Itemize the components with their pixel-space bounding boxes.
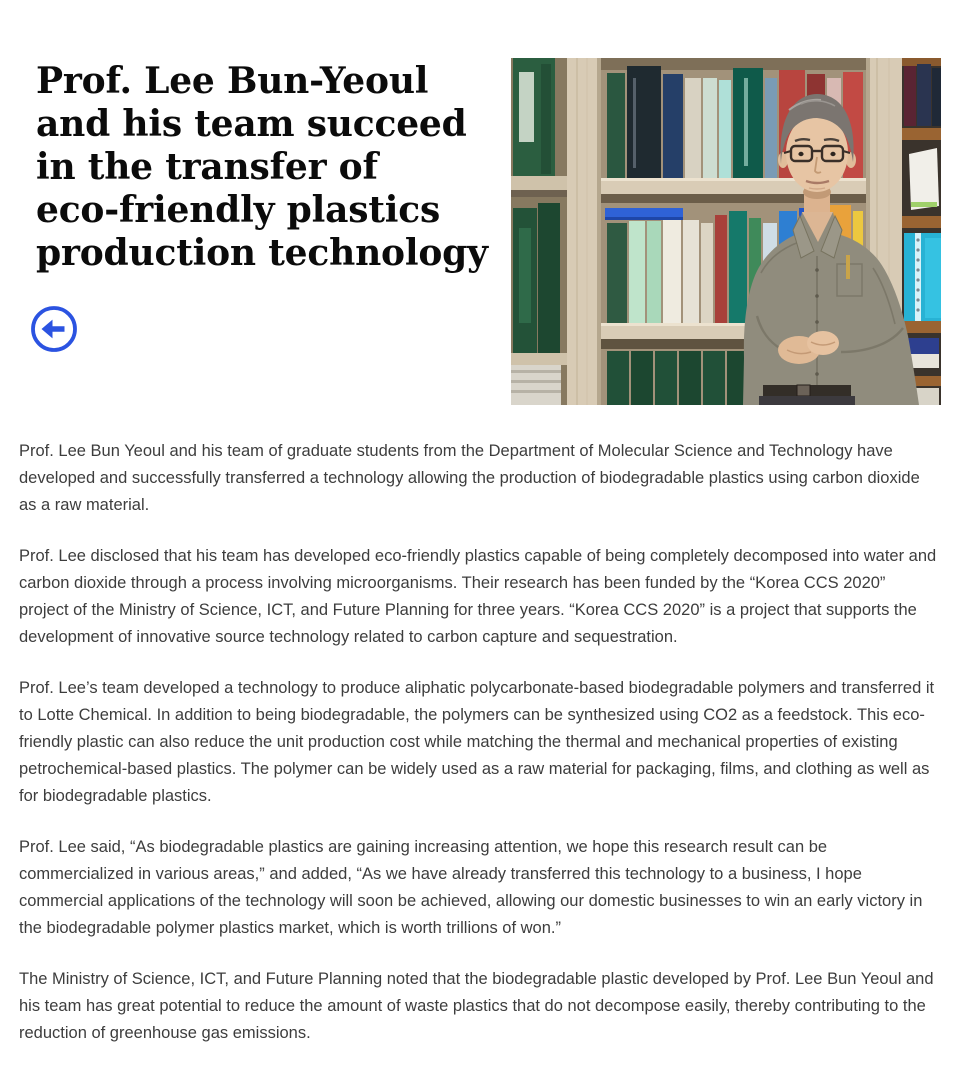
title-line: and his team succeed [36, 103, 467, 145]
article-header [0, 0, 960, 405]
article-paragraph: The Ministry of Science, ICT, and Future Planning noted that the biodegradable plastic developed by Prof. Lee Bun Yeoul and his team has great potential to reduce the amount of waste plastics that do not decompose easily, thereby contributing to the reduction of greenhouse gas emissions. [19, 970, 934, 1042]
article-paragraph: Prof. Lee’s team developed a technology to produce aliphatic polycarbonate-based biodegradable polymers and transferred it to Lotte Chemical. In addition to being biodegradable, the polymers can be synthesized using CO2 as a feedstock. This eco-friendly plastic can also reduce the unit production cost while matching the thermal and mechanical properties of existing petrochemical-based plastics. The polymer can be widely used as a raw material for packaging, films, and clothing as well as for biodegradable plastics. [19, 679, 935, 805]
title-line: production technology [36, 232, 488, 274]
article-paragraph: Prof. Lee Bun Yeoul and his team of graduate students from the Department of Molecular Science and Technology have developed and successfully transferred a technology allowing the production of biodegradable plastics using carbon dioxide as a raw material. [19, 442, 920, 514]
article-paragraph: Prof. Lee disclosed that his team has developed eco-friendly plastics capable of being completely decomposed into water and carbon dioxide through a process involving microorganisms. Their research has been funded by the “Korea CCS 2020” project of the Ministry of Science, ICT, and Future Planning for three years. “Korea CCS 2020” is a project that supports the development of innovative source technology related to carbon capture and sequestration. [19, 547, 937, 646]
title-line: Prof. Lee Bun-Yeoul [36, 60, 429, 102]
back-button[interactable] [29, 304, 79, 354]
title-line: in the transfer of [36, 146, 378, 188]
arrow-left-circle-icon [29, 304, 79, 354]
article-photo [511, 58, 941, 405]
article-body [0, 405, 960, 1047]
bookshelf-left-bay [511, 58, 567, 405]
title-line: eco-friendly plastics [36, 189, 441, 231]
professor-bookshelf-illustration [511, 58, 941, 405]
page-title [36, 60, 506, 275]
bookshelf-divider-left [567, 58, 601, 405]
article-paragraph: Prof. Lee said, “As biodegradable plastics are gaining increasing attention, we hope this research result can be commercialized in various areas,” and added, “As we have already transferred this technology to a business, I hope commercial applications of the technology will soon be achieved, allowing our domestic businesses to win an early victory in the biodegradable polymer plastics market, which is worth trillions of won.” [19, 838, 923, 937]
